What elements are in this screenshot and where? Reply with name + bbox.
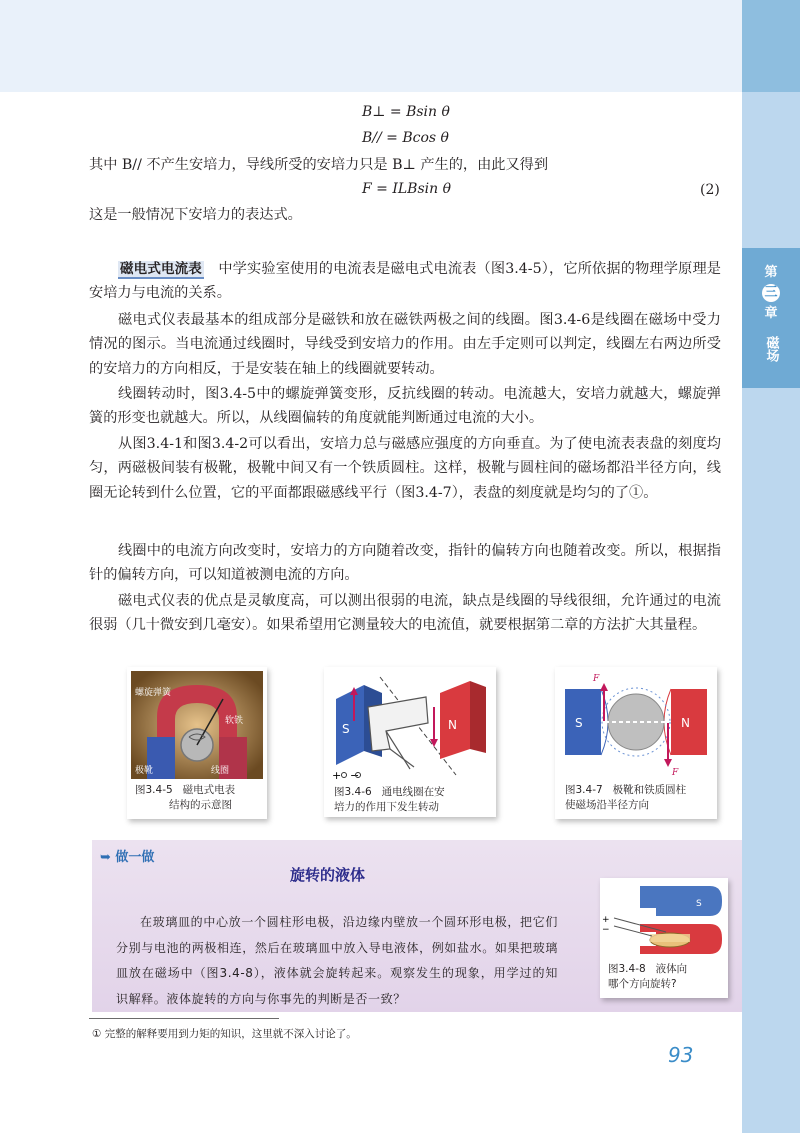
paragraph-spring: 线圈转动时，图3.4-5中的螺旋弹簧变形，反抗线圈的转动。电流越大，安培力就越大，螺旋弹簧的形变也就越大。所以，从线圈偏转的角度就能判断通过电流的大小。 (89, 386, 721, 427)
caption-3-4-6 (334, 785, 445, 815)
caption-line1: 液体向 (655, 963, 688, 975)
label-s-pole: S (342, 722, 350, 736)
equation-number: (2) (700, 182, 720, 198)
label-minus: − (350, 769, 360, 782)
caption-line2: 培力的作用下发生转动 (334, 801, 439, 813)
caption-number: 图3.4-8 (608, 963, 646, 975)
caption-number: 图3.4-7 (565, 784, 603, 796)
paragraph-general: 这是一般情况下安培力的表达式。 (89, 207, 302, 223)
label-minus: − (602, 925, 610, 935)
label-s-pole: S (696, 899, 702, 909)
caption-line2: 结构的示意图 (169, 799, 232, 811)
caption-line1: 极靴和铁质圆柱 (612, 784, 687, 796)
label-coil: 线圈 (211, 766, 230, 776)
label-n-pole: N (681, 716, 690, 730)
footnote: ① 完整的解释要用到力矩的知识，这里就不深入讨论了。 (92, 1028, 357, 1040)
formula-b-perp: B⊥ = Bsin θ (362, 104, 450, 120)
paragraph-galvanometer (89, 257, 721, 306)
formula-force: F = ILBsin θ (362, 181, 452, 197)
caption-number: 图3.4-6 (334, 786, 372, 798)
label-s-pole: S (575, 716, 583, 730)
label-n-pole: N (448, 718, 457, 732)
label-pole-shoe: 极靴 (135, 766, 154, 776)
caption-3-4-7 (565, 783, 686, 813)
chapter-title: 磁场 (763, 336, 779, 362)
chapter-prefix: 第 (764, 265, 778, 280)
figure-3-4-6 (324, 667, 496, 817)
chapter-tab (742, 248, 800, 388)
caption-3-4-5 (135, 783, 235, 813)
label-soft-iron: 软铁 (225, 716, 244, 726)
arrow-icon: ➥ (100, 850, 116, 865)
paragraph-direction: 线圈中的电流方向改变时，安培力的方向随着改变，指针的偏转方向也随着改变。所以，根据指针的偏转方向，可以知道被测电流的方向。 (89, 543, 721, 584)
caption-line1: 磁电式电表 (182, 784, 236, 796)
side-tab-top (742, 0, 800, 92)
footnote-rule (89, 1018, 279, 1019)
paragraph-after-formula: 其中 B// 不产生安培力，导线所受的安培力只是 B⊥ 产生的，由此又得到 (89, 157, 549, 173)
header-band (0, 0, 742, 92)
page-number: 93 (668, 1043, 694, 1067)
paragraph-advantages: 磁电式仪表的优点是灵敏度高，可以测出很弱的电流，缺点是线圈的导线很细，允许通过的电流很弱（几十微安到几毫安）。如果希望用它测量较大的电流值，就要根据第二章的方法扩大其量程。 (89, 593, 721, 634)
figure-3-4-8 (600, 878, 728, 998)
label-force-bottom: F (672, 768, 679, 778)
figure-3-4-5 (127, 667, 267, 819)
chapter-suffix: 章 (764, 306, 778, 321)
label-plus: + (602, 915, 610, 925)
activity-tag: ➥ 做一做 (100, 850, 155, 865)
caption-line2: 哪个方向旋转? (608, 978, 677, 990)
formula-b-par: B// = Bcos θ (362, 130, 449, 146)
paragraph-pole-shoes: 从图3.4-1和图3.4-2可以看出，安培力总与磁感应强度的方向垂直。为了使电流表表盘的刻度均匀，两磁极间装有极靴，极靴中间又有一个铁质圆柱。这样，极靴与圆柱间的磁场都沿半径方向，线圈无论转到什么位置，它的平面都跟磁感线平行（图3.4-7），表盘的刻度就是均匀的了①。 (89, 436, 721, 501)
caption-number: 图3.4-5 (135, 784, 173, 796)
paragraph-galvanometer-body: 中学实验室使用的电流表是磁电式电流表（图3.4-5），它所依据的物理学原理是安培力与电流的关系。 (89, 261, 721, 302)
activity-title: 旋转的液体 (290, 866, 366, 884)
activity-text: 在玻璃皿的中心放一个圆柱形电极，沿边缘内壁放一个圆环形电极，把它们分别与电池的两极相连，然后在玻璃皿中放入导电液体，例如盐水。如果把玻璃皿放在磁场中（图3.4-8），液体就会旋转起来。观察发生的现象，用学过的知识解释。液体旋转的方向与你事先的判断是否一致？ (116, 915, 558, 1006)
side-tab (742, 0, 800, 1133)
label-spring: 螺旋弹簧 (135, 688, 172, 698)
caption-3-4-8 (608, 962, 687, 992)
paragraph-structure: 磁电式仪表最基本的组成部分是磁铁和放在磁铁两极之间的线圈。图3.4-6是线圈在磁场中受力情况的图示。当电流通过线圈时，导线受到安培力的作用。由左手定则可以判定，线圈左右两边所受的安培力的方向相反，于是安装在轴上的线圈就要转动。 (89, 312, 721, 377)
figure-3-4-7 (555, 667, 717, 819)
chapter-number: 三 (762, 284, 780, 302)
label-plus: + (332, 769, 342, 782)
caption-line2: 使磁场沿半径方向 (565, 799, 649, 811)
caption-line1: 通电线圈在安 (381, 786, 445, 798)
label-force-top: F (593, 674, 600, 684)
section-heading: 磁电式电流表 (120, 261, 202, 277)
